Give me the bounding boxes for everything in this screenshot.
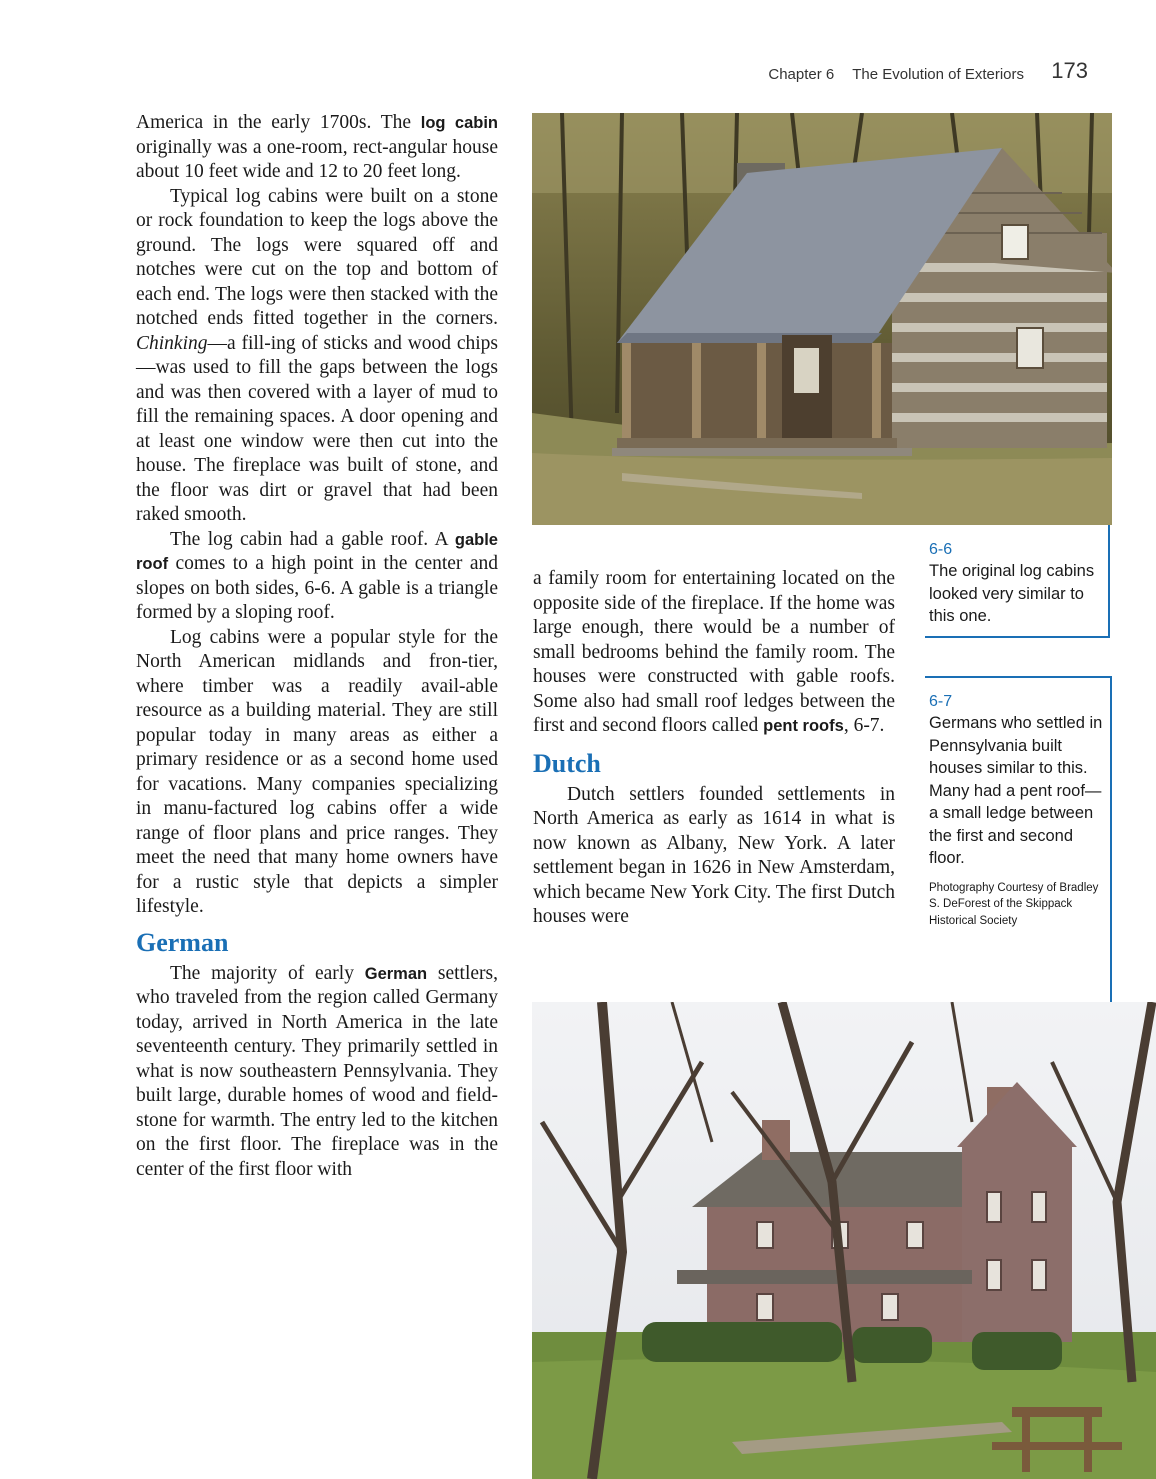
chapter-number: Chapter 6 [768, 66, 835, 83]
chapter-title: The Evolution of Exteriors [852, 66, 1024, 83]
paragraph-german-layout: a family room for entertaining located on the opposite side of the fireplace. If the home was large enough, there would be a number of small bedrooms behind the family room. The houses were constructed with gable roofs. Some also had small roof ledges between the first and second floors called pent roofs, 6-7. [533, 568, 895, 736]
heading-german: German [136, 927, 229, 957]
left-text-column [136, 111, 498, 1182]
caption-figure-6-7 [929, 692, 1107, 929]
paragraph-log-cabin-construction: Typical log cabins were built on a stone or rock foundation to keep the logs above the ground. The logs were squared off and notches were cut on the top and bottom of each end. The logs were then stacked with the notched ends fitted together in the corners. Chinking—a fill-ing of sticks and wood chips—was used to fill the gaps between the logs and was then covered with a layer of mud to fill the remaining spaces. A door opening and at least one window were then cut into the house. The fireplace was built of stone, and the floor was dirt or gravel that had been raked smooth. [136, 185, 498, 525]
term-chinking: Chinking [136, 332, 208, 354]
caption-text-6-7: Germans who settled in Pennsylvania built houses similar to this. Many had a pent roof—a small ledge between the first and second floor. [929, 714, 1103, 867]
keyword-pent-roofs: pent roofs [763, 717, 844, 735]
caption-figure-6-6 [929, 540, 1107, 628]
keyword-log-cabin: log cabin [420, 114, 498, 132]
photo-credit: Photography Courtesy of Bradley S. DeForest of the Skippack Historical Society [929, 881, 1099, 927]
keyword-gable-roof: gable roof [136, 530, 498, 573]
caption-rule-vertical-6-7 [1110, 676, 1112, 1002]
running-header [680, 58, 1090, 88]
paragraph-log-cabin-intro: America in the early 1700s. The log cabin originally was a one-room, rect-angular house about 10 feet wide and 12 to 20 feet long. [136, 112, 498, 182]
paragraph-german-settlers: The majority of early German settlers, who traveled from the region called Germany today, arrived in North America in the late seventeenth century. They primarily settled in what is now southeastern Pennsylvania. They built large, durable homes of wood and field-stone for warmth. The entry led to the kitchen on the first floor. The fireplace was in the center of the first floor with [136, 962, 499, 1180]
stone-house-photo [532, 1002, 1156, 1479]
caption-text-6-6: The original log cabins looked very similar to this one. [929, 562, 1095, 625]
keyword-german: German [364, 964, 428, 983]
figure-number-6-6: 6-6 [929, 541, 953, 558]
paragraph-log-cabin-popularity: Log cabins were a popular style for the North American midlands and fron-tier, where timber was a readily avail-able resource as a building material. They are still popular today in many areas as either a primary residence or as a second home used for vacations. Many companies specializing in manu-factured log cabins offer a wide range of floor plans and price ranges. They meet the need that many home owners have for a rustic style that depicts a simpler lifestyle. [136, 626, 498, 917]
chapter-label [750, 66, 1024, 83]
heading-dutch: Dutch [533, 748, 601, 778]
caption-rule-top-6-7 [925, 676, 1112, 678]
log-cabin-photo [532, 113, 1112, 525]
page-number: 173 [1051, 58, 1088, 83]
paragraph-gable-roof: The log cabin had a gable roof. A gable roof comes to a high point in the center and slopes on both sides, 6-6. A gable is a triangle formed by a sloping roof. [136, 528, 498, 623]
caption-rule-horizontal-6-6 [925, 636, 1110, 638]
figure-number-6-7: 6-7 [929, 693, 953, 710]
caption-rule-vertical-6-6 [1108, 525, 1110, 637]
paragraph-dutch-settlers: Dutch settlers founded settlements in North America as early as 1614 in what is now known as Albany, New York. A later settlement began in 1626 in New Amsterdam, which became New York City. The first Dutch houses were [533, 783, 895, 927]
middle-text-column [533, 567, 895, 930]
